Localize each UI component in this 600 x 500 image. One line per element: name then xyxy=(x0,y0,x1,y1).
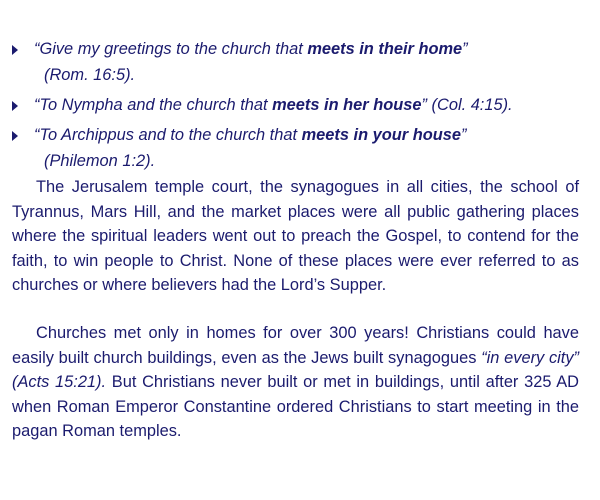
quote-emphasis: meets in her house xyxy=(272,96,422,114)
scripture-reference: (Col. 4:15). xyxy=(431,96,513,114)
quote-text: “To Archippus and to the church that meets in your house” xyxy=(34,126,467,144)
scripture-reference: “in every city” (Acts 15:21). xyxy=(12,348,580,392)
quote-text: “To Nympha and the church that meets in her house” xyxy=(34,96,427,114)
scripture-reference: (Rom. 16:5). xyxy=(44,66,136,84)
quote-emphasis: meets in your house xyxy=(301,126,461,144)
scripture-quote-list xyxy=(12,36,580,178)
right-arrow-bullet-icon xyxy=(12,131,18,141)
quote-text: “Give my greetings to the church that meets in their home” xyxy=(34,40,468,58)
paragraph-text: Churches met only in homes for over 300 years! Christians could have easily built church buildings, even as the Jews built synagogues xyxy=(12,324,579,367)
paragraph-text: But Christians never built or met in buildings, until after 325 AD when Roman Emperor Constantine ordered Christians to start meeting in the pagan Roman temples. xyxy=(12,373,580,441)
paragraph-text: The Jerusalem temple court, the synagogues in all cities, the school of Tyrannus, Mars Hill, and the market places were all public gathering places where the spiritual leaders went out to preach the Gospel, to contend for the faith, to win people to Christ. None of these places were ever referred to as churches or where believers had the Lord’s Supper. xyxy=(12,178,579,295)
quote-emphasis: meets in their home xyxy=(307,40,463,58)
list-item xyxy=(12,122,580,174)
list-item xyxy=(12,92,580,118)
scripture-reference: (Philemon 1:2). xyxy=(44,152,156,170)
body-paragraph-1 xyxy=(12,175,579,298)
right-arrow-bullet-icon xyxy=(12,101,18,111)
body-paragraph-2 xyxy=(12,321,579,444)
right-arrow-bullet-icon xyxy=(12,45,18,55)
list-item xyxy=(12,36,580,88)
